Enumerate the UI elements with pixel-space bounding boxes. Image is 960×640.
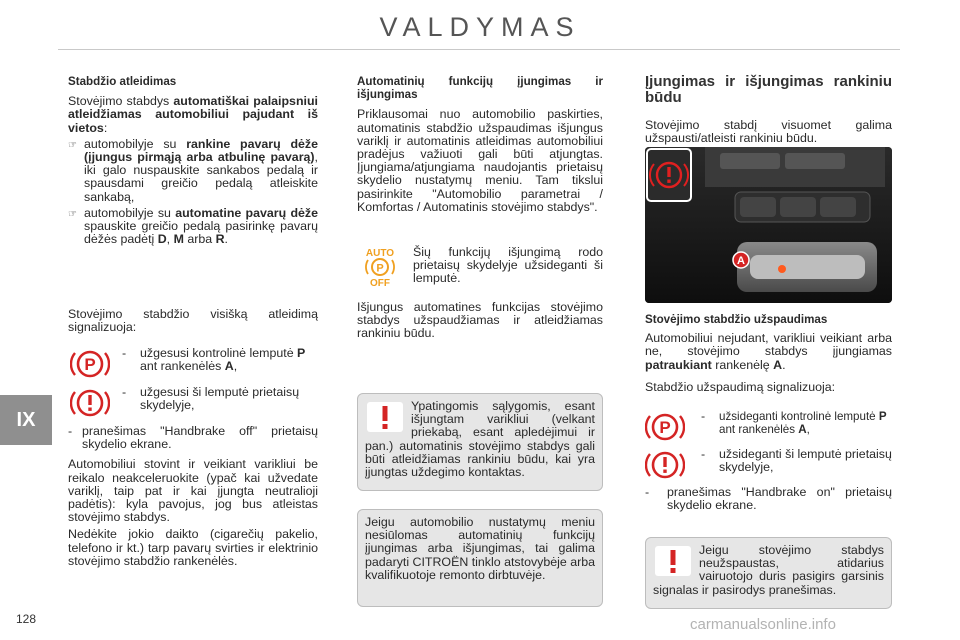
paragraph: Stovėjimo stabdį visuomet galima užspausti/atleisti rankiniu būdu. (645, 118, 892, 146)
callout-label-a: A (737, 255, 745, 267)
svg-text:OFF: OFF (370, 278, 390, 288)
svg-text:P: P (659, 418, 671, 437)
warning-note: Jeigu stovėjimo stabdys neužspaustas, atidarius vairuotojo duris pasigirs garsinis signalas ir pasirodys pranešimas. (645, 537, 892, 609)
paragraph: Automobiliui nejudant, varikliui veikiant arba ne, stovėjimo stabdys įjungiamas patraukiant rankenėlę A. (645, 331, 892, 372)
list-item: - pranešimas "Handbrake on" prietaisų skydelio ekrane. (645, 485, 892, 513)
exclamation-warning-icon (655, 546, 691, 576)
signal-item: P - užsideganti kontrolinė lemputė P ant rankenėlės A, (645, 410, 892, 444)
svg-text:P: P (84, 355, 96, 374)
list-item: - pranešimas "Handbrake off" prietaisų skydelio ekrane. (68, 424, 318, 452)
column-middle (357, 75, 603, 214)
signal-item: - užsideganti ši lemputė prietaisų skydelyje, (645, 448, 892, 482)
header-divider (58, 49, 900, 50)
watermark: carmanualsonline.info (690, 616, 836, 633)
signal-item: - užgesusi ši lemputė prietaisų skydelyje, (70, 386, 318, 420)
page-header-title: VALDYMAS (379, 12, 581, 42)
exclamation-warning-icon (367, 402, 403, 432)
pointing-hand-icon: ☞ (68, 139, 77, 151)
brake-warning-icon (70, 386, 110, 420)
parking-brake-photo (645, 147, 892, 303)
column-right-text (645, 313, 892, 394)
list-item: ☞ automobilyje su automatine pavarų dėže spauskite greičio pedalą pasirinkę pavarų dėžės padėtį D, M arba R. (68, 205, 318, 247)
paragraph: Stovėjimo stabdys automatiškai palaipsniui atleidžiamas automobiliui pajudant iš vietos: (68, 94, 318, 135)
section-heading: Automatinių funkcijų įjungimas ir išjungimas (357, 75, 603, 102)
column-left (68, 75, 318, 246)
console-illustration (645, 147, 892, 303)
column-left-lower (68, 425, 318, 568)
page-number: 128 (16, 612, 37, 626)
paragraph: Stabdžio užspaudimą signalizuoja: (645, 379, 836, 394)
column-right (645, 74, 892, 145)
auto-off-indicator: AUTO P OFF Šių funkcijų išjungimą rodo prietaisų skydelyje užsideganti ši lemputė. (357, 246, 603, 288)
info-note: Jeigu automobilio nustatymų meniu nesiūlomas automatinių funkcijų įjungimas arba išjungimas, tai galima padaryti CITROËN tinklo atstovybėje arba kvalifikuotoje remonto dirbtuvėje. (357, 509, 603, 607)
parking-brake-p-icon (70, 347, 110, 381)
pointing-hand-icon: ☞ (68, 208, 77, 220)
brake-warning-icon (645, 448, 685, 482)
signal-item: P - užgesusi kontrolinė lemputė P ant rankenėlės A, (70, 347, 318, 381)
paragraph: Automobiliui stovint ir veikiant varikliui be reikalo neakceleruokite (ypač kai užvedate variklį, taip pat ir kai įjungta neutralioji padėtis): kyla pavojus, jog bus atleistas stovėjimo stabdys. (68, 457, 318, 525)
paragraph: Išjungus automatines funkcijas stovėjimo stabdys užspaudžiamas ir atleidžiamas rankiniu būdu. (357, 300, 603, 341)
warning-note: Ypatingomis sąlygomis, esant išjungtam varikliui (velkant priekabą, esant apledėjimui ir pan.) automatinis stovėjimo stabdys gali būti atleidžiamas rankiniu būdu, kai yra įjungtas uždegimo kontaktas. (357, 393, 603, 491)
svg-text:AUTO: AUTO (365, 248, 395, 259)
paragraph: Nedėkite jokio daikto (cigarečių pakelio, telefono ir kt.) tarp pavarų svirties ir elektrinio stovėjimo stabdžio rankenėlės. (68, 527, 318, 568)
auto-p-off-icon (357, 246, 403, 288)
paragraph: Priklausomai nuo automobilio paskirties, automatinis stabdžio užspaudimas išjungus variklį ir automatinis atleidimas automobiliui pradėjus važiuoti gali būti atjungtas. Įjungiama/atjungiama naudojantis prietaisų skydelio nustatymų meniu. Tam tikslui pasirinkite "Automobilio parametrai / Komfortas / Automatinis stovėjimo stabdys". (357, 107, 603, 214)
chapter-tab: IX (0, 395, 52, 445)
section-heading: Įjungimas ir išjungimas rankiniu būdu (645, 73, 892, 106)
list-item: ☞ automobilyje su rankine pavarų dėže (įjungus pirmąją arba atbulinę pavarą), iki galo nuspauskite sankabos pedalą ir spausdami greičio pedalą atleiskite sankabą, (68, 136, 318, 204)
section-heading: Stabdžio atleidimas (68, 75, 177, 88)
signal-intro: Stovėjimo stabdžio visišką atleidimą signalizuoja: (68, 307, 318, 335)
sub-heading: Stovėjimo stabdžio užspaudimas (645, 313, 828, 326)
svg-text:P: P (376, 262, 384, 275)
parking-brake-p-icon (645, 410, 685, 444)
